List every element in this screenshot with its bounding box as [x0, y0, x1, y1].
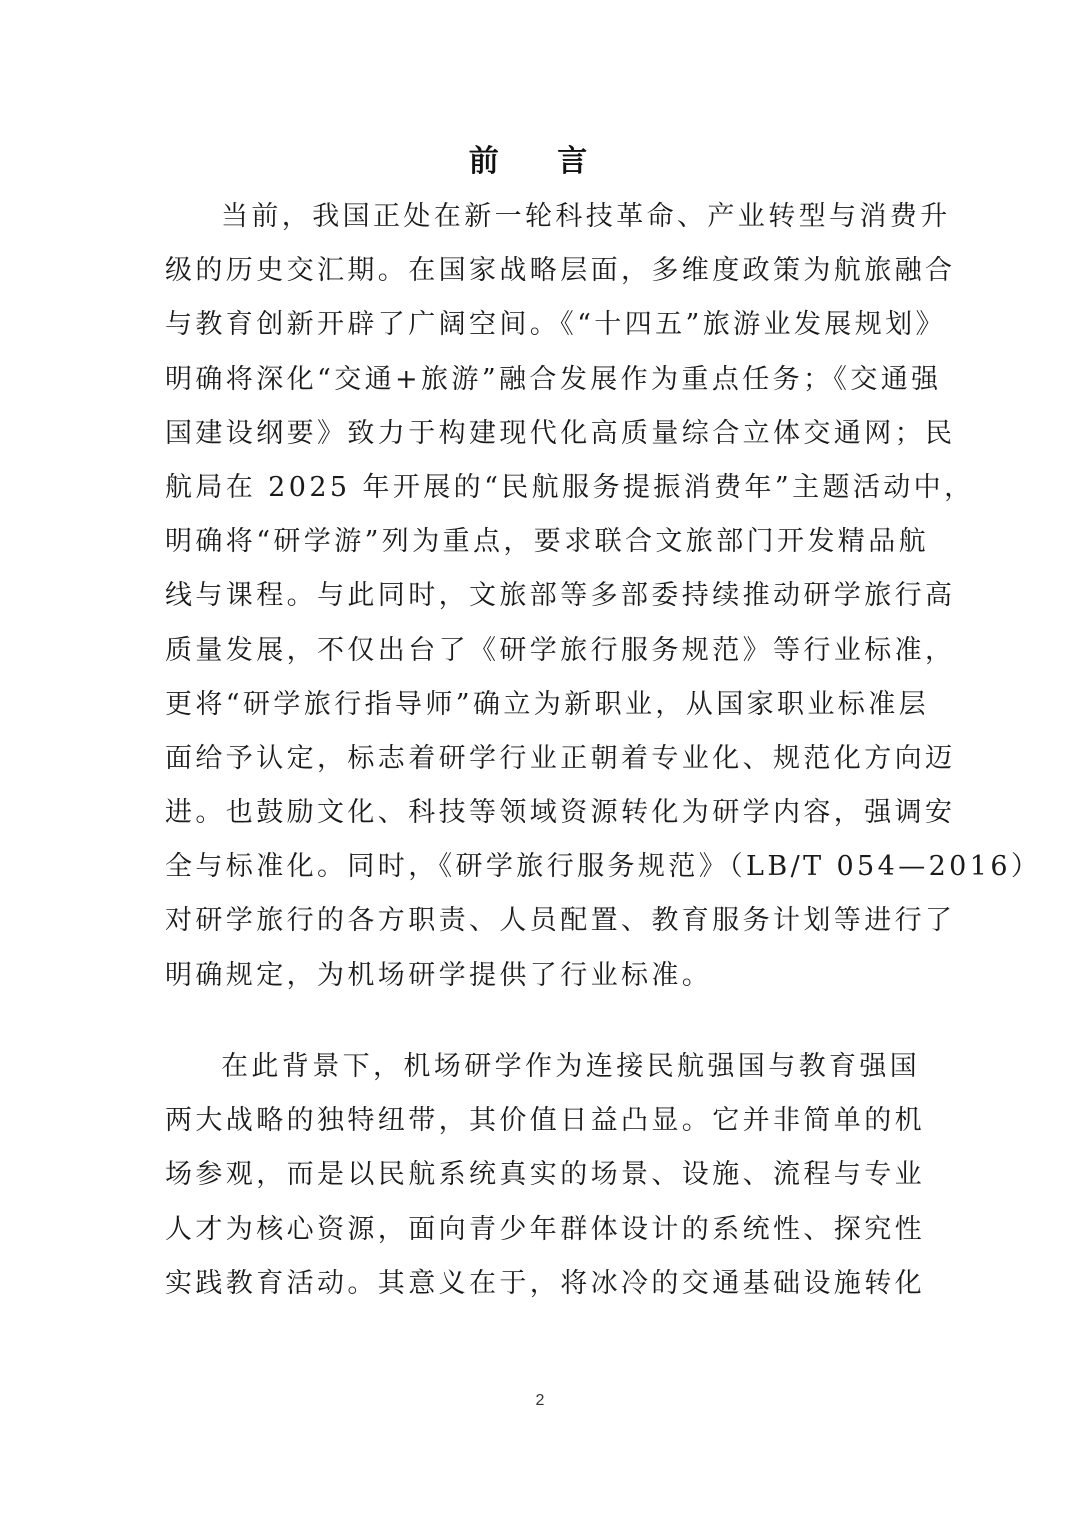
paragraph-line: 质量发展，不仅出台了《研学旅行服务规范》等行业标准，	[165, 634, 956, 666]
paragraph-line: 人才为核心资源，面向青少年群体设计的系统性、探究性	[165, 1213, 925, 1245]
paragraph-line: 对研学旅行的各方职责、人员配置、教育服务计划等进行了	[165, 905, 956, 937]
page-title: 前 言	[468, 144, 612, 179]
paragraph-line: 国建设纲要》致力于构建现代化高质量综合立体交通网；民	[165, 417, 956, 449]
paragraph-line: 两大战略的独特纽带，其价值日益凸显。它并非简单的机	[165, 1105, 925, 1137]
paragraph-line: 明确将“研学游”列为重点，要求联合文旅部门开发精品航	[165, 526, 930, 558]
paragraph-2	[165, 1040, 925, 1311]
paragraph-line: 航局在 2025 年开展的“民航服务提振消费年”主题活动中，	[165, 471, 975, 503]
paragraph-line: 全与标准化。同时，《研学旅行服务规范》（LB/T 054—2016）	[165, 851, 1042, 883]
paragraph-line: 在此背景下，机场研学作为连接民航强国与教育强国	[221, 1051, 921, 1082]
paragraph-line: 当前，我国正处在新一轮科技革命、产业转型与消费升	[221, 201, 951, 232]
paragraph-line: 面给予认定，标志着研学行业正朝着专业化、规范化方向迈	[165, 742, 956, 774]
paragraph-line: 进。也鼓励文化、科技等领域资源转化为研学内容，强调安	[165, 797, 956, 829]
paragraph-line: 更将“研学旅行指导师”确立为新职业，从国家职业标准层	[165, 688, 930, 720]
paragraph-line: 场参观，而是以民航系统真实的场景、设施、流程与专业	[165, 1159, 925, 1191]
paragraph-line: 明确将深化“交通+旅游”融合发展作为重点任务；《交通强	[165, 363, 942, 395]
page-number: 2	[535, 1392, 545, 1409]
paragraph-line: 实践教育活动。其意义在于，将冰冷的交通基础设施转化	[165, 1267, 925, 1299]
paragraph-line: 明确规定，为机场研学提供了行业标准。	[165, 959, 713, 991]
paragraph-line: 级的历史交汇期。在国家战略层面，多维度政策为航旅融合	[165, 255, 956, 287]
paragraph-line: 线与课程。与此同时，文旅部等多部委持续推动研学旅行高	[165, 580, 956, 612]
paragraph-line: 与教育创新开辟了广阔空间。《“十四五”旅游业发展规划》	[165, 309, 946, 341]
paragraph-1	[165, 190, 1042, 1003]
